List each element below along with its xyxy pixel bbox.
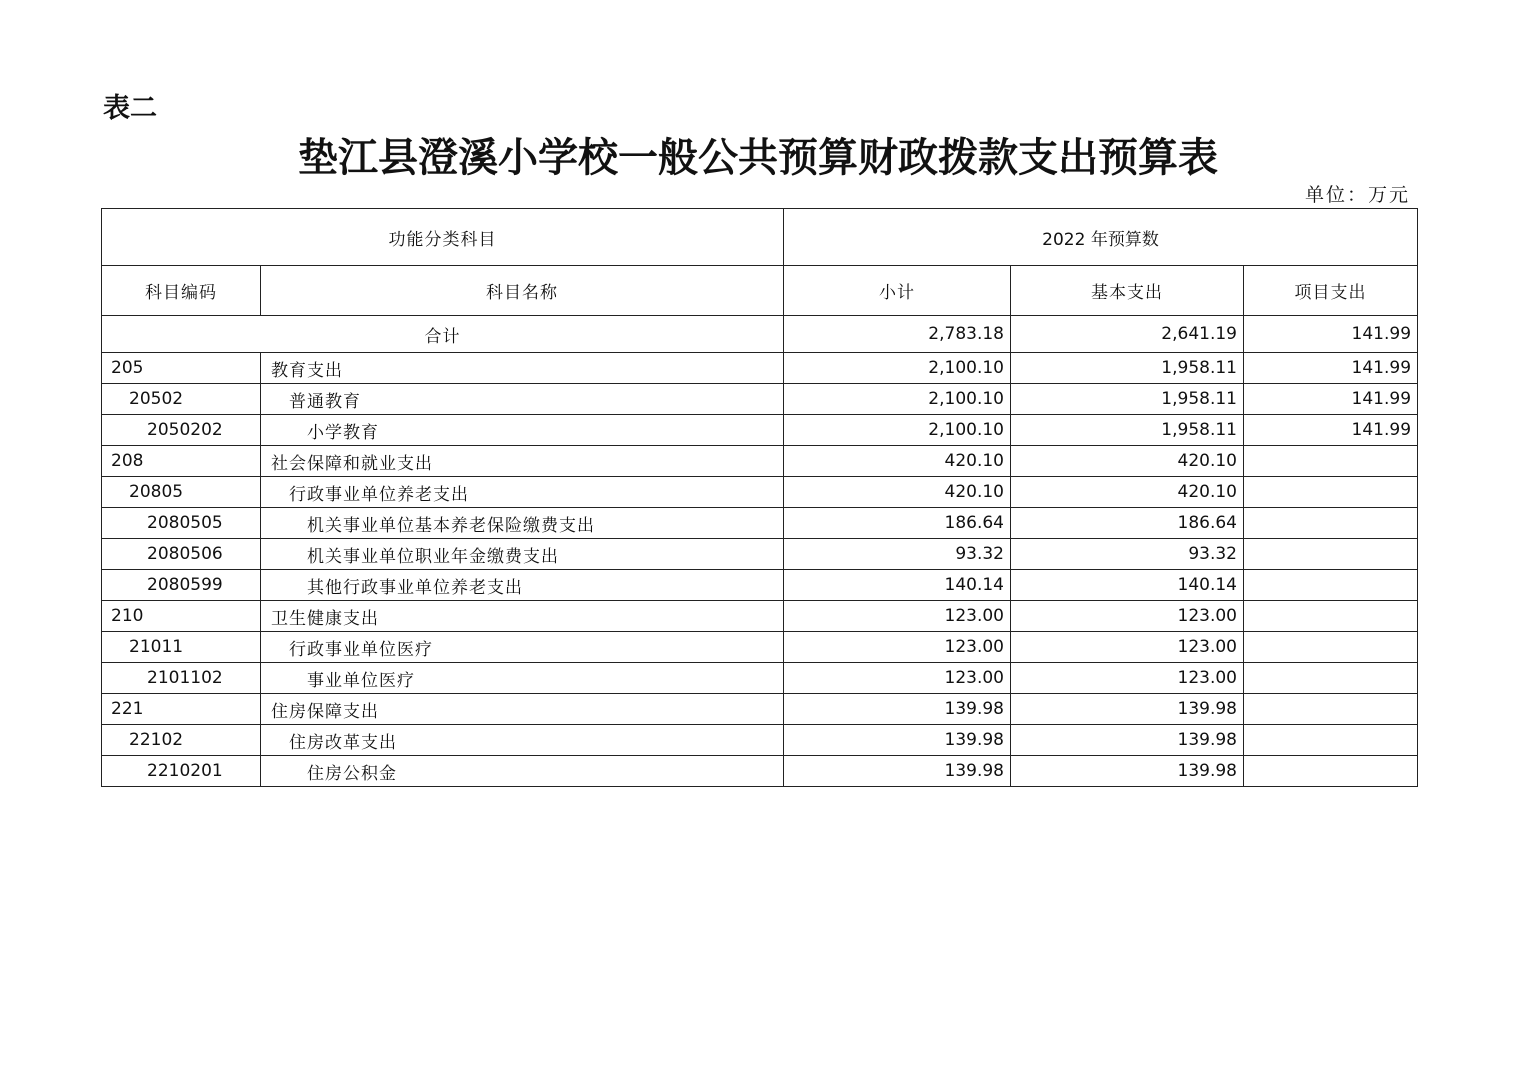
table-row (102, 663, 1418, 694)
project-expense-cell (1244, 694, 1418, 725)
subject-code-cell: 22102 (102, 725, 261, 756)
table-row (102, 756, 1418, 787)
subject-code-cell: 2080506 (102, 539, 261, 570)
project-expense-cell (1244, 663, 1418, 694)
subject-name-cell: 行政事业单位医疗 (261, 632, 784, 663)
subtotal-cell: 139.98 (784, 756, 1011, 787)
column-header-subtotal: 小计 (784, 266, 1011, 316)
subtotal-cell: 140.14 (784, 570, 1011, 601)
basic-expense-cell: 93.32 (1011, 539, 1244, 570)
table-row (102, 508, 1418, 539)
subject-code-cell: 205 (102, 353, 261, 384)
subtotal-cell: 186.64 (784, 508, 1011, 539)
subtotal-cell: 139.98 (784, 694, 1011, 725)
basic-expense-cell: 123.00 (1011, 663, 1244, 694)
subject-name-cell: 社会保障和就业支出 (261, 446, 784, 477)
functional-category-header: 功能分类科目 (102, 209, 784, 266)
subject-name-cell: 机关事业单位职业年金缴费支出 (261, 539, 784, 570)
project-expense-cell (1244, 570, 1418, 601)
table-row (102, 539, 1418, 570)
subject-code-cell: 221 (102, 694, 261, 725)
subject-name-cell: 小学教育 (261, 415, 784, 446)
project-expense-cell (1244, 756, 1418, 787)
subtotal-cell: 420.10 (784, 477, 1011, 508)
basic-expense-cell: 140.14 (1011, 570, 1244, 601)
column-header-project: 项目支出 (1244, 266, 1418, 316)
basic-expense-cell: 1,958.11 (1011, 415, 1244, 446)
basic-expense-cell: 139.98 (1011, 694, 1244, 725)
subject-name-cell: 教育支出 (261, 353, 784, 384)
table-row (102, 601, 1418, 632)
table-row (102, 477, 1418, 508)
basic-expense-cell: 1,958.11 (1011, 353, 1244, 384)
subject-name-cell: 普通教育 (261, 384, 784, 415)
subject-code-cell: 210 (102, 601, 261, 632)
budget-table (101, 208, 1418, 787)
subject-name-cell: 事业单位医疗 (261, 663, 784, 694)
basic-expense-cell: 123.00 (1011, 601, 1244, 632)
subject-name-cell: 住房保障支出 (261, 694, 784, 725)
subtotal-cell: 123.00 (784, 663, 1011, 694)
subject-name-cell: 其他行政事业单位养老支出 (261, 570, 784, 601)
column-header-basic: 基本支出 (1011, 266, 1244, 316)
project-expense-cell (1244, 508, 1418, 539)
basic-expense-cell: 139.98 (1011, 756, 1244, 787)
project-expense-cell (1244, 601, 1418, 632)
table-row (102, 570, 1418, 601)
project-expense-cell: 141.99 (1244, 384, 1418, 415)
subject-name-cell: 住房公积金 (261, 756, 784, 787)
subject-code-cell: 2101102 (102, 663, 261, 694)
subtotal-cell: 139.98 (784, 725, 1011, 756)
budget-table-body (102, 209, 1418, 787)
total-basic: 2,641.19 (1011, 316, 1244, 353)
project-expense-cell (1244, 477, 1418, 508)
basic-expense-cell: 123.00 (1011, 632, 1244, 663)
group-header-row (102, 209, 1418, 266)
project-expense-cell (1244, 446, 1418, 477)
subject-code-cell: 2210201 (102, 756, 261, 787)
subtotal-cell: 123.00 (784, 632, 1011, 663)
table-row (102, 415, 1418, 446)
project-expense-cell (1244, 632, 1418, 663)
basic-expense-cell: 420.10 (1011, 446, 1244, 477)
subtotal-cell: 420.10 (784, 446, 1011, 477)
subject-name-cell: 机关事业单位基本养老保险缴费支出 (261, 508, 784, 539)
subject-name-cell: 卫生健康支出 (261, 601, 784, 632)
table-row (102, 446, 1418, 477)
table-row (102, 353, 1418, 384)
table-row (102, 384, 1418, 415)
basic-expense-cell: 186.64 (1011, 508, 1244, 539)
subject-code-cell: 2050202 (102, 415, 261, 446)
table-row (102, 694, 1418, 725)
subject-code-cell: 2080599 (102, 570, 261, 601)
subtotal-cell: 93.32 (784, 539, 1011, 570)
subject-code-cell: 20502 (102, 384, 261, 415)
table-row (102, 632, 1418, 663)
subtotal-cell: 2,100.10 (784, 353, 1011, 384)
project-expense-cell: 141.99 (1244, 353, 1418, 384)
subject-name-cell: 行政事业单位养老支出 (261, 477, 784, 508)
total-subtotal: 2,783.18 (784, 316, 1011, 353)
project-expense-cell (1244, 725, 1418, 756)
total-row (102, 316, 1418, 353)
column-header-code: 科目编码 (102, 266, 261, 316)
subtotal-cell: 2,100.10 (784, 415, 1011, 446)
basic-expense-cell: 139.98 (1011, 725, 1244, 756)
table-row (102, 725, 1418, 756)
project-expense-cell (1244, 539, 1418, 570)
table-number-label: 表二 (103, 93, 157, 124)
subtotal-cell: 2,100.10 (784, 384, 1011, 415)
document-title: 垫江县澄溪小学校一般公共预算财政拨款支出预算表 (298, 134, 1218, 181)
subject-name-cell: 住房改革支出 (261, 725, 784, 756)
column-header-row (102, 266, 1418, 316)
total-project: 141.99 (1244, 316, 1418, 353)
project-expense-cell: 141.99 (1244, 415, 1418, 446)
subject-code-cell: 21011 (102, 632, 261, 663)
total-label: 合计 (102, 316, 784, 353)
budget-year-header: 2022 年预算数 (784, 209, 1418, 266)
subject-code-cell: 2080505 (102, 508, 261, 539)
basic-expense-cell: 420.10 (1011, 477, 1244, 508)
subject-code-cell: 20805 (102, 477, 261, 508)
subtotal-cell: 123.00 (784, 601, 1011, 632)
subject-code-cell: 208 (102, 446, 261, 477)
basic-expense-cell: 1,958.11 (1011, 384, 1244, 415)
unit-label: 单位：万元 (1304, 184, 1410, 206)
column-header-name: 科目名称 (261, 266, 784, 316)
